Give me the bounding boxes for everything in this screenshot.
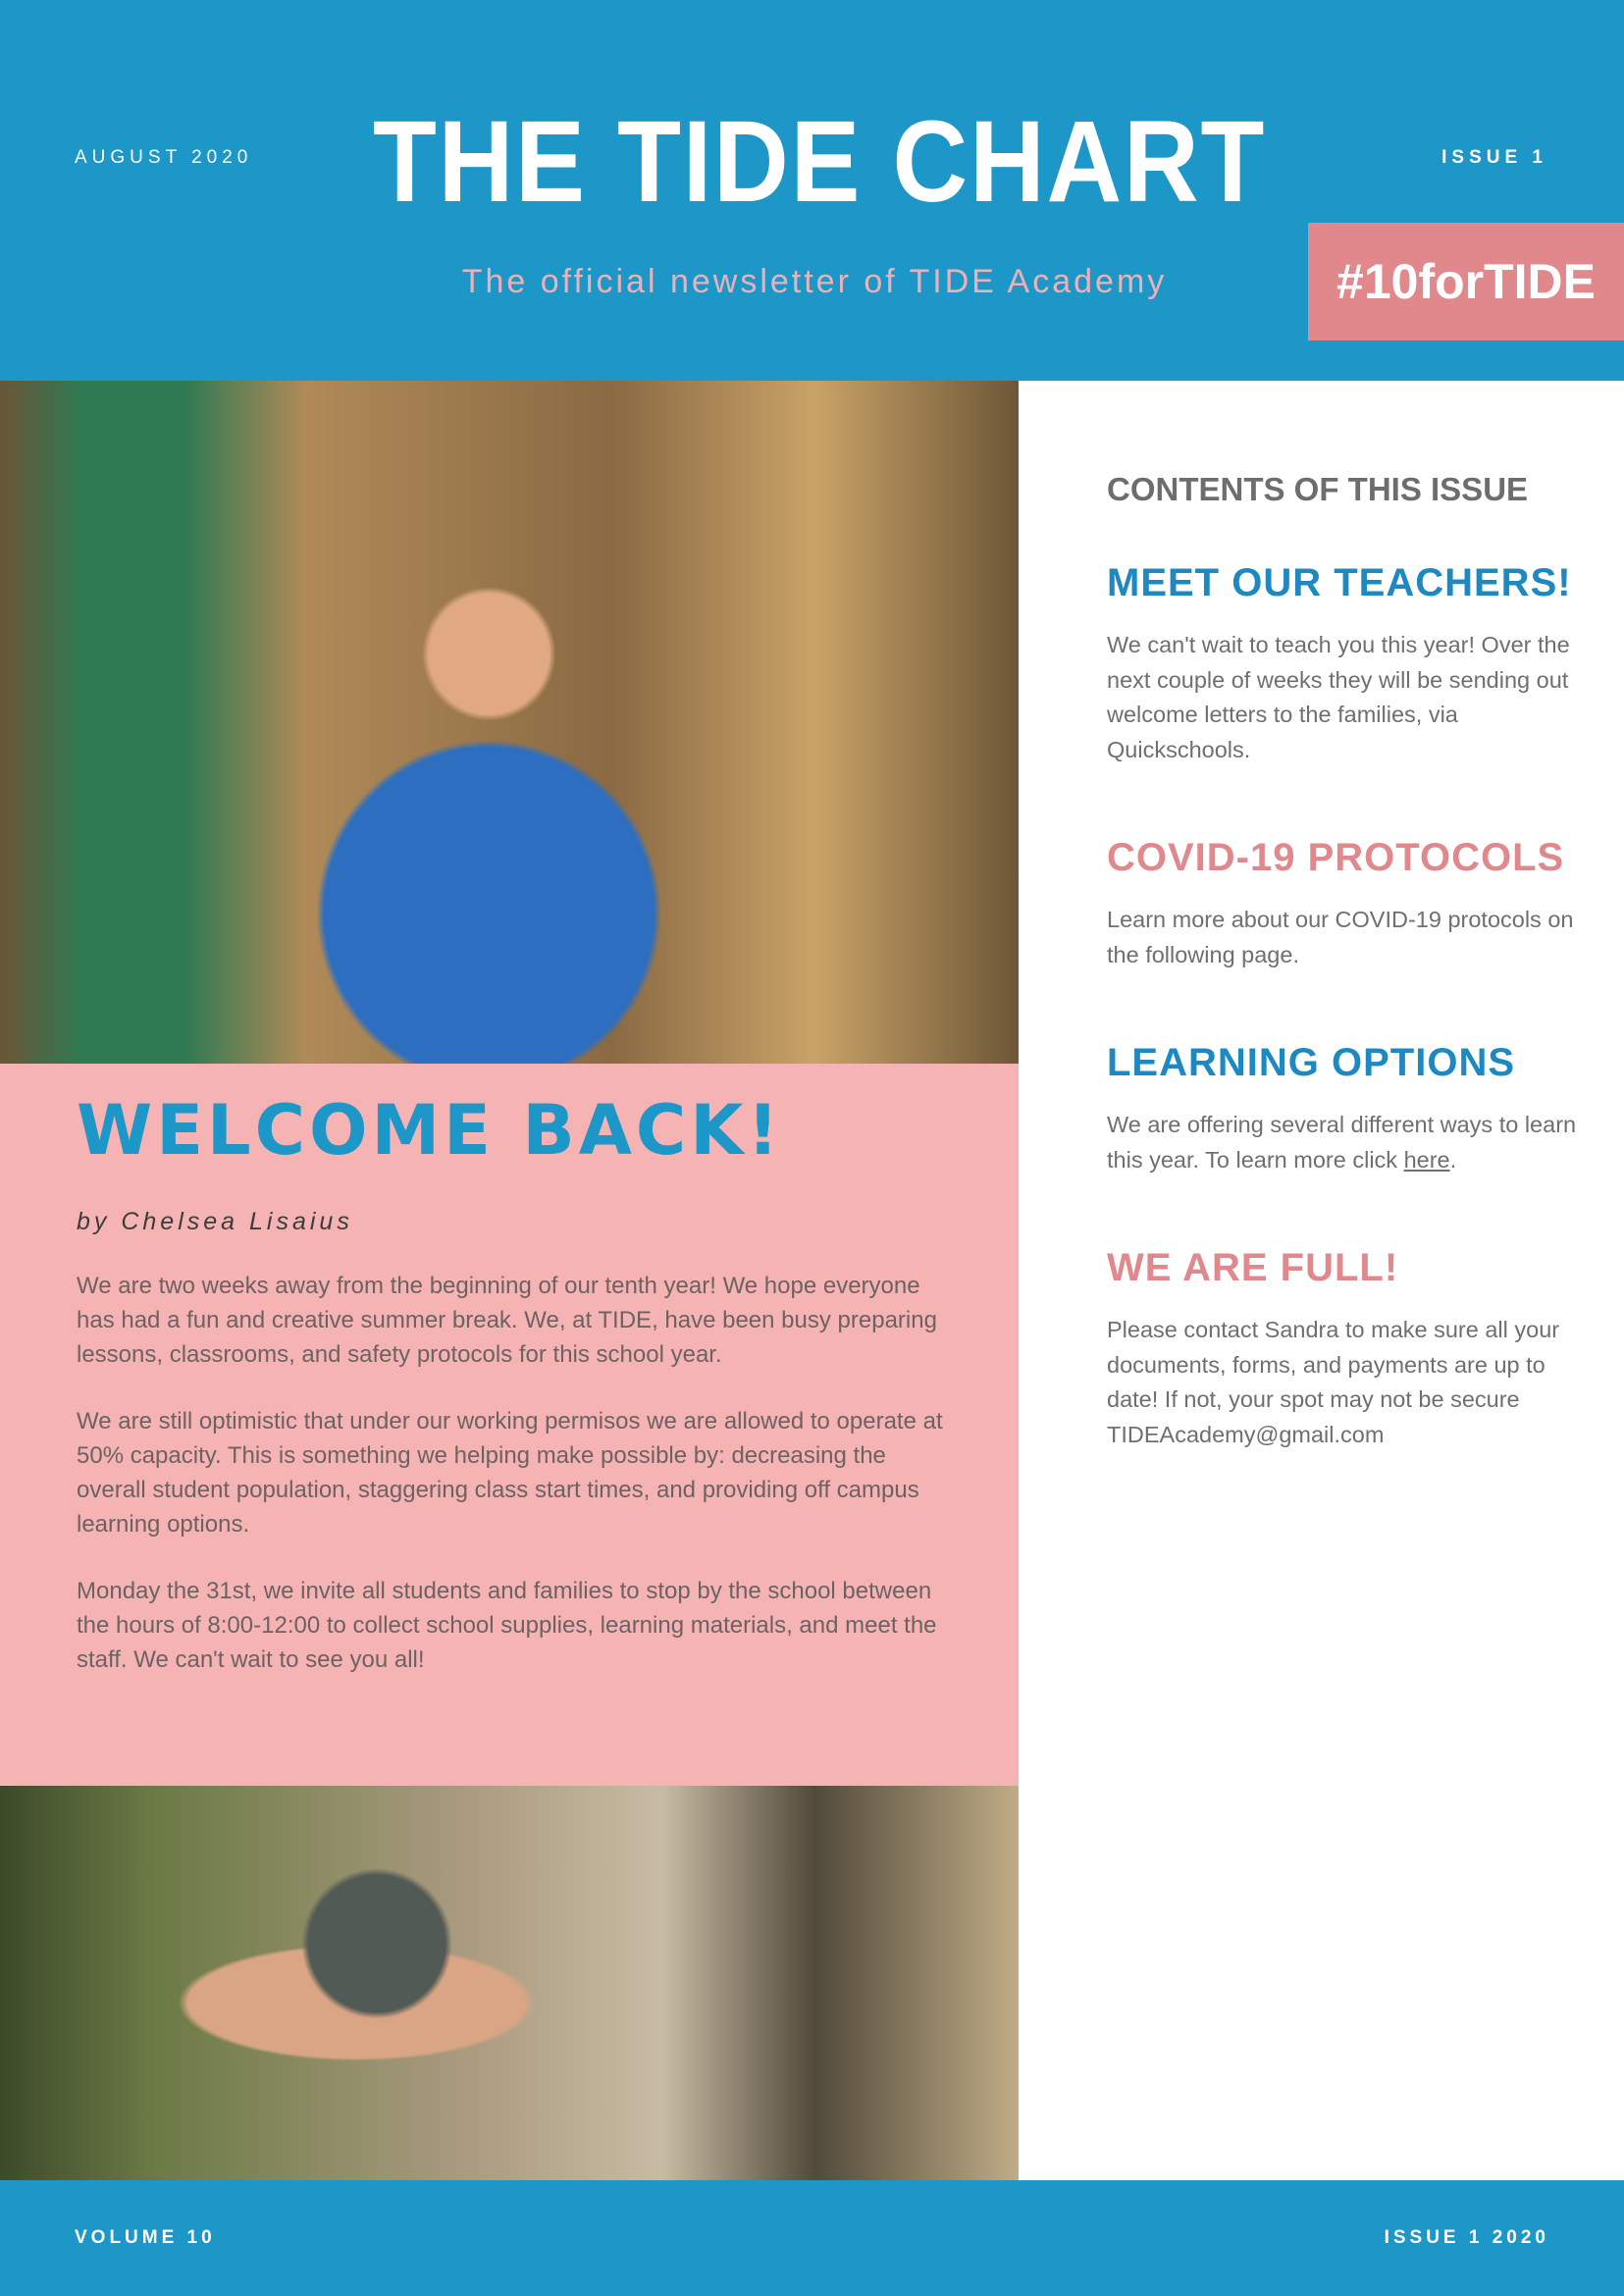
footer bbox=[0, 2180, 1624, 2296]
welcome-article bbox=[0, 1064, 1019, 1786]
newsletter-subtitle: The official newsletter of TIDE Academy bbox=[461, 263, 1168, 300]
learn-more-link[interactable]: here bbox=[1403, 1146, 1450, 1173]
volume-label: VOLUME 10 bbox=[75, 2227, 216, 2248]
section-heading-teachers: MEET OUR TEACHERS! bbox=[1107, 561, 1572, 604]
article-paragraph: We are two weeks away from the beginning of our tenth year! We hope everyone has had a fun and creative summer break. We, at TIDE, have been busy preparing lessons, classrooms, and safety protocols for this school year. bbox=[77, 1273, 937, 1368]
article-title: WELCOME BACK! bbox=[77, 1090, 783, 1171]
section-heading-learning: LEARNING OPTIONS bbox=[1107, 1041, 1516, 1084]
boy-with-coconut-photo bbox=[0, 381, 1019, 1064]
contents-sidebar bbox=[1107, 471, 1598, 1452]
boy-with-magnifying-glass-photo bbox=[0, 1786, 1019, 2180]
contents-title: CONTENTS OF THIS ISSUE bbox=[1107, 471, 1529, 507]
issue-number: ISSUE 1 bbox=[1441, 147, 1547, 168]
issue-date: AUGUST 2020 bbox=[75, 147, 253, 168]
section-text bbox=[1107, 1313, 1578, 1452]
masthead bbox=[0, 0, 1624, 381]
hashtag-badge: #10forTIDE bbox=[1308, 223, 1624, 340]
article-paragraph: Monday the 31st, we invite all students and families to stop by the school between the hours of 8:00-12:00 to collect school supplies, learning materials, and meet the staff. We can't wait to see you all! bbox=[77, 1578, 937, 1673]
footer-issue: ISSUE 1 2020 bbox=[1384, 2227, 1549, 2248]
section-heading-covid: COVID-19 PROTOCOLS bbox=[1107, 836, 1565, 879]
section-text-body: We are offering several different ways to learn this year. To learn more click bbox=[1107, 1112, 1577, 1173]
section-text bbox=[1107, 1108, 1578, 1177]
section-text: Learn more about our COVID-19 protocols on the following page. bbox=[1107, 907, 1574, 967]
section-text-body: Please contact Sandra to make sure all your documents, forms, and payments are up to date! If not, your spot may not be secure bbox=[1107, 1317, 1560, 1412]
newsletter-title: THE TIDE CHART bbox=[373, 97, 1267, 227]
section-heading-full: WE ARE FULL! bbox=[1107, 1246, 1399, 1289]
section-text: We can't wait to teach you this year! Over the next couple of weeks they will be sending out welcome letters to the families, via Quickschools. bbox=[1107, 632, 1570, 762]
punctuation: . bbox=[1449, 1146, 1457, 1173]
article-byline: by Chelsea Lisaius bbox=[77, 1208, 353, 1235]
contact-email: TIDEAcademy@gmail.com bbox=[1107, 1421, 1385, 1447]
article-paragraph: We are still optimistic that under our working permisos we are allowed to operate at 50% capacity. This is something we helping make possible by: decreasing the overall student population, staggering class start times, and providing off campus learning options. bbox=[77, 1408, 943, 1538]
